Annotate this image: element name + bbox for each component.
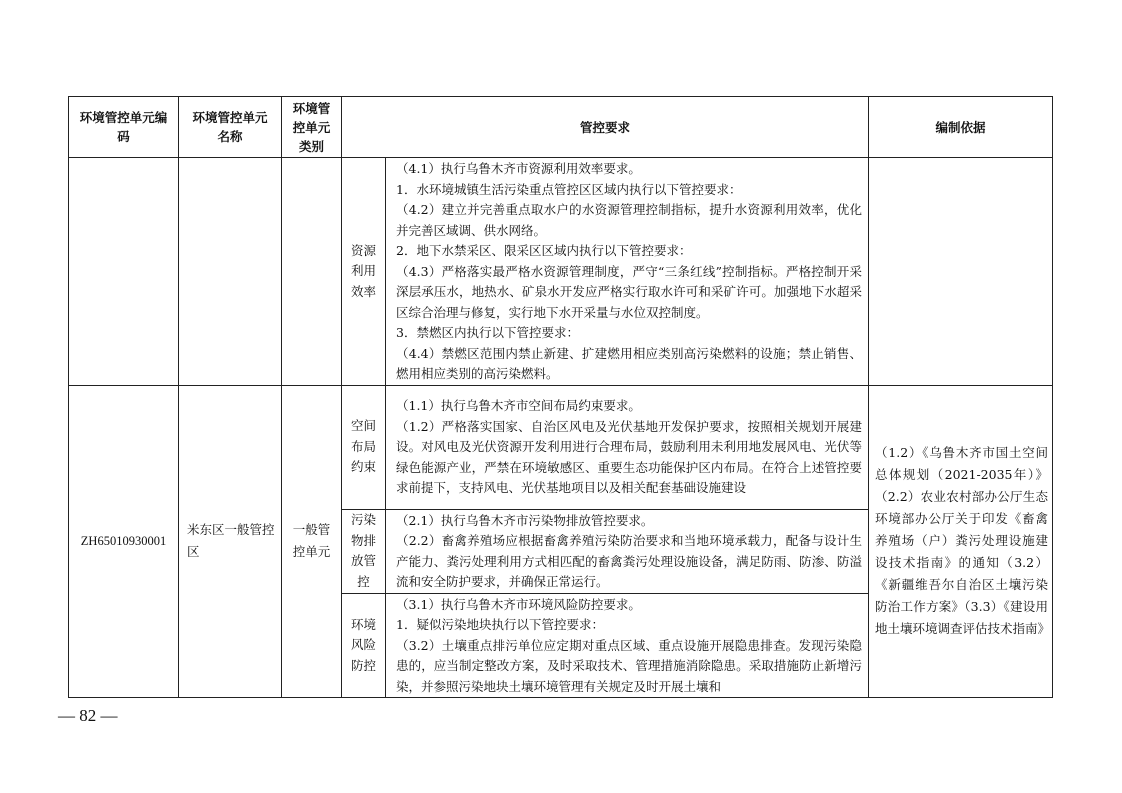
category-environmental-risk: 环境风险防控 [342,593,386,698]
requirement-line: （3.2）土壤重点排污单位应定期对重点区域、重点设施开展隐患排查。发现污染隐患的，应当制定整改方案，及时采取技术、管理措施消除隐患。采取措施防止新增污染，并参照污染地块土壤环境管理有关规定及时开展土壤和 [396,637,863,694]
name-cell-empty [179,158,282,386]
requirements-environmental-risk [386,593,869,698]
unit-basis: （1.2）《乌鲁木齐市国土空间总体规划（2021-2035年）》（2.2）农业农村部办公厅生态环境部办公厅关于印发《畜禽养殖场（户）粪污处理设施建设技术指南》的通知（3.2）《新疆维吾尔自治区土壤污染防治工作方案》（3.3）《建设用地土壤环境调查评估技术指南》 [869,385,1053,698]
category-pollutant-discharge: 污染物排放管控 [342,509,386,593]
requirements-pollutant-discharge [386,509,869,593]
header-row [69,97,1053,158]
requirement-line: （2.1）执行乌鲁木齐市污染物排放管控要求。 [396,512,654,528]
requirement-line: 2．地下水禁采区、限采区区域内执行以下管控要求： [396,243,692,258]
requirements-resource-efficiency [386,158,869,386]
header-code: 环境管控单元编码 [69,97,179,158]
requirement-line: （4.2）建立并完善重点取水户的水资源管理控制指标，提升水资源利用效率，优化并完善区域调、供水网络。 [396,202,863,238]
requirement-line: （1.2）严格落实国家、自治区风电及光伏基地开发保护要求，按照相关规划开展建设。对风电及光伏资源开发利用进行合理布局，鼓励利用未利用地发展风电、光伏等绿色能源产业，严禁在环境敏感区、重要生态功能保护区内布局。在符合上述管控要求前提下，支持风电、光伏基地项目以及相关配套基础设施建设 [396,418,863,496]
requirement-line: （2.2）畜禽养殖场应根据畜禽养殖污染防治要求和当地环境承载力，配备与设计生产能力、粪污处理利用方式相匹配的畜禽粪污处理设施设备，满足防雨、防渗、防溢流和安全防护要求，并确保正常运行。 [396,533,863,589]
requirement-line: （4.3）严格落实最严格水资源管理制度，严守“三条红线”控制指标。严格控制开采深层承压水，地热水、矿泉水开发应严格实行取水许可和采矿许可。加强地下水超采区综合治理与修复，实行地下水开采量与水位双控制度。 [396,263,863,320]
header-type: 环境管控单元类别 [282,97,342,158]
requirement-line: （1.1）执行乌鲁木齐市空间布局约束要求。 [396,398,641,414]
header-basis: 编制依据 [869,97,1053,158]
unit-name: 米东区一般管控区 [179,385,282,698]
code-cell-empty [69,158,179,386]
category-resource-efficiency: 资源利用效率 [342,158,386,386]
unit-code: ZH65010930001 [69,385,179,698]
regulation-table [68,96,1053,698]
requirement-line: 3．禁燃区内执行以下管控要求： [396,325,579,340]
basis-cell-empty [869,158,1053,386]
requirement-line: （3.1）执行乌鲁木齐市环境风险防控要求。 [396,596,641,612]
table-row [69,385,1053,509]
header-name: 环境管控单元名称 [179,97,282,158]
page-number: — 82 — [58,706,118,725]
requirement-line: 1．水环境城镇生活污染重点管控区区域内执行以下管控要求： [396,181,742,197]
requirements-spatial-layout [386,385,869,509]
requirement-line: （4.4）禁燃区范围内禁止新建、扩建燃用相应类别高污染燃料的设施；禁止销售、燃用相应类别的高污染燃料。 [396,345,863,381]
requirement-line: 1．疑似污染地块执行以下管控要求： [396,617,604,632]
header-requirements: 管控要求 [342,97,869,158]
requirement-line: （4.1）执行乌鲁木齐市资源利用效率要求。 [396,161,641,176]
category-spatial-layout: 空间布局约束 [342,385,386,509]
unit-type: 一般管控单元 [282,385,342,698]
table-row [69,158,1053,386]
type-cell-empty [282,158,342,386]
